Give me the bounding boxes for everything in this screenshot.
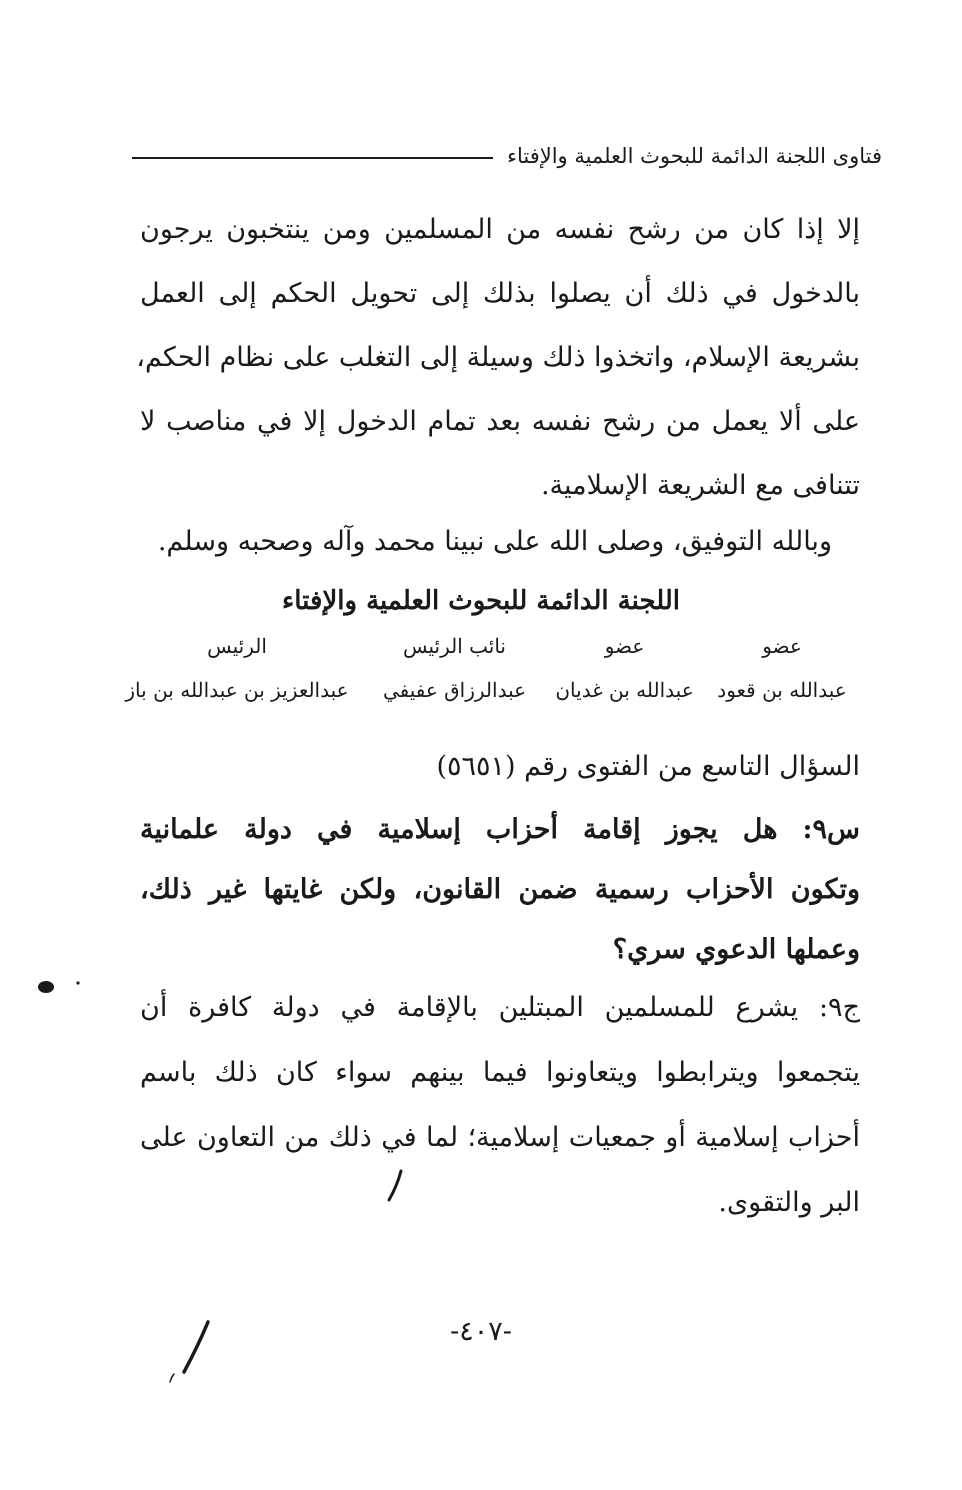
member-role: نائب الرئيس [402, 634, 506, 658]
signatures [107, 628, 857, 708]
answer [140, 975, 860, 1235]
answer-line: البر والتقوى. [718, 1187, 860, 1218]
paragraph-1-line: بشريعة الإسلام، واتخذوا ذلك وسيلة إلى التغلب على نظام الحكم، [136, 342, 860, 373]
question-line: وعملها الدعوي سري؟ [612, 934, 860, 965]
page-number: -٤٠٧- [450, 1316, 512, 1347]
question [140, 800, 860, 980]
closing-text: وبالله التوفيق، وصلى الله على نبينا محمد وآله وصحبه وسلم. [157, 526, 832, 557]
member-name: عبدالعزيز بن عبدالله بن باز [125, 678, 349, 702]
member-name: عبدالله بن قعود [717, 678, 847, 702]
paragraph-1-line: تتنافى مع الشريعة الإسلامية. [540, 470, 860, 501]
answer-line: ج٩: يشرع للمسلمين المبتلين بالإقامة في دولة كافرة أن [140, 992, 860, 1023]
paragraph-1-line: إلا إذا كان من رشح نفسه من المسلمين ومن ينتخبون يرجون [140, 214, 860, 245]
member-role: الرئيس [207, 634, 267, 658]
paragraph-1-line: على ألا يعمل من رشح نفسه بعد تمام الدخول إلا في مناصب لا [140, 406, 860, 437]
answer-line: يتجمعوا ويترابطوا ويتعاونوا فيما بينهم سواء كان ذلك باسم [140, 1057, 860, 1088]
paragraph-1-line: بالدخول في ذلك أن يصلوا بذلك إلى تحويل الحكم إلى العمل [140, 278, 860, 309]
member-name: عبدالرزاق عفيفي [382, 678, 527, 702]
header-rule [132, 157, 493, 159]
question-line: وتكون الأحزاب رسمية ضمن القانون، ولكن غايتها غير ذلك، [140, 874, 860, 905]
answer-line: أحزاب إسلامية أو جمعيات إسلامية؛ لما في ذلك من التعاون على [140, 1122, 860, 1153]
member-role: عضو [604, 634, 645, 658]
running-header [132, 138, 882, 174]
member-role: عضو [762, 634, 802, 658]
question-line: س٩: هل يجوز إقامة أحزاب إسلامية في دولة علمانية [140, 814, 860, 845]
pen-stroke-mark [383, 1168, 407, 1204]
pen-stroke-mark [160, 1318, 220, 1384]
header-title: فتاوى اللجنة الدائمة للبحوث العلمية والإفتاء [507, 144, 882, 168]
member-name: عبدالله بن غديان [555, 678, 694, 702]
paragraph-1 [136, 198, 860, 518]
scan-speck-mark [30, 975, 90, 999]
committee-title: اللجنة الدائمة للبحوث العلمية والإفتاء [282, 586, 680, 616]
question-title: السؤال التاسع من الفتوى رقم (٥٦٥١) [436, 751, 860, 782]
